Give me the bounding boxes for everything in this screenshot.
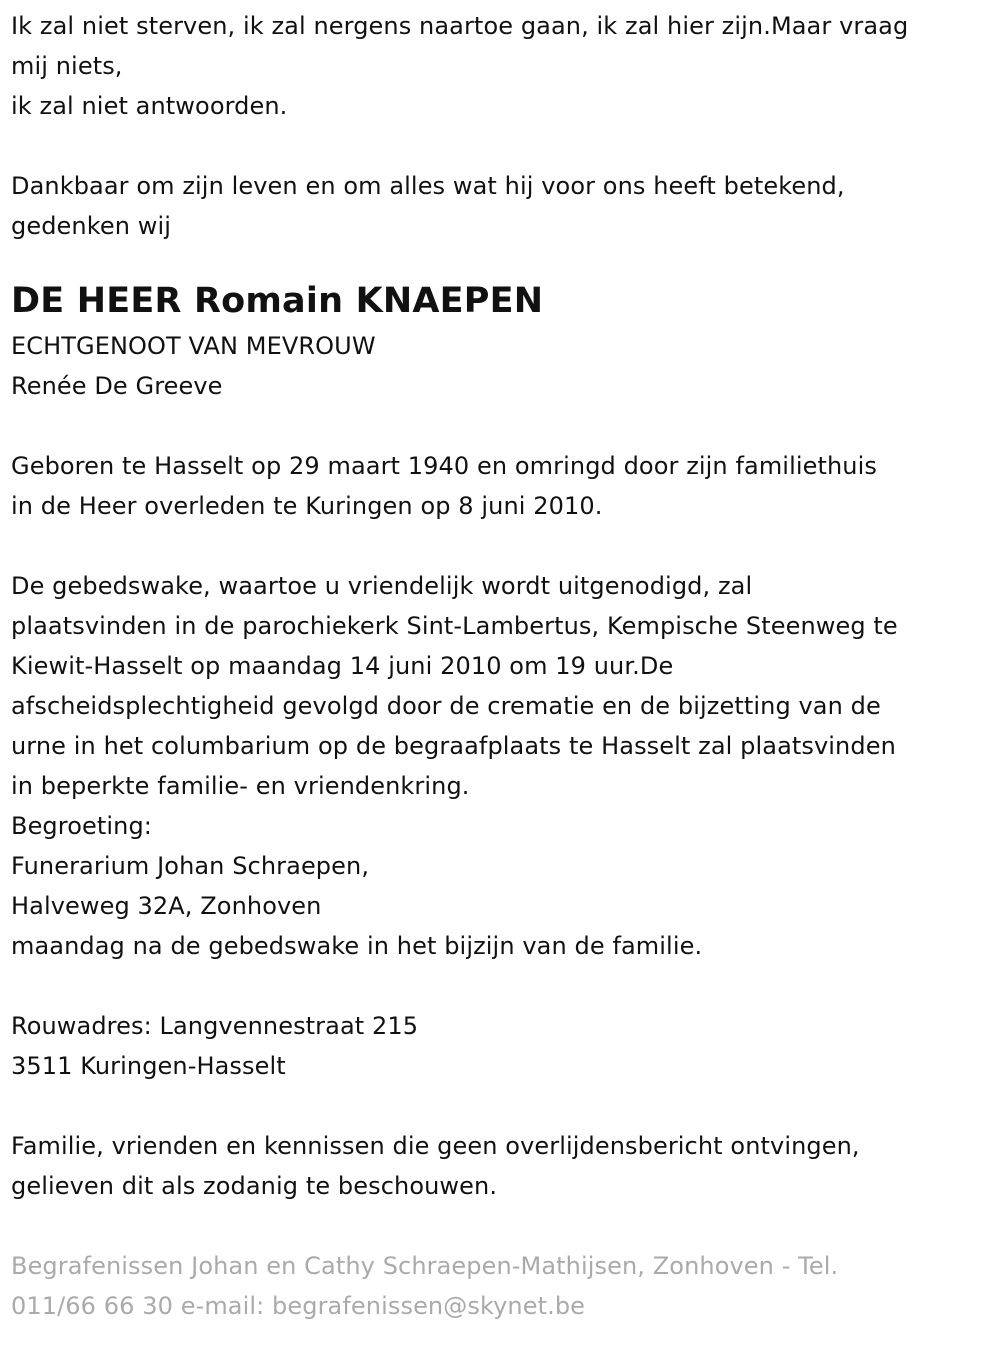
mourning-address-paragraph	[11, 1006, 990, 1086]
spacer	[11, 406, 990, 446]
relation-line: ECHTGENOOT VAN MEVROUW	[11, 332, 376, 360]
spacer	[11, 246, 990, 272]
birth-death-line: Geboren te Hasselt op 29 maart 1940 en omringd door zijn familiethuis	[11, 452, 877, 480]
ceremony-line: Kiewit-Hasselt op maandag 14 juni 2010 om 19 uur.De	[11, 652, 674, 680]
ceremony-paragraph	[11, 566, 990, 966]
mourning-address-line: 3511 Kuringen-Hasselt	[11, 1052, 286, 1080]
mourning-address-line: Rouwadres: Langvennestraat 215	[11, 1012, 419, 1040]
relation-paragraph	[11, 326, 990, 406]
intro-line: gedenken wij	[11, 212, 172, 240]
poem-line: ik zal niet antwoorden.	[11, 92, 288, 120]
birth-death-line: in de Heer overleden te Kuringen op 8 juni 2010.	[11, 492, 603, 520]
spacer	[11, 966, 990, 1006]
ceremony-line: plaatsvinden in de parochiekerk Sint-Lambertus, Kempische Steenweg te	[11, 612, 898, 640]
funeral-home-address: Halveweg 32A, Zonhoven	[11, 892, 322, 920]
spacer	[11, 526, 990, 566]
poem-line: mij niets,	[11, 52, 123, 80]
notice-line: gelieven dit als zodanig te beschouwen.	[11, 1172, 498, 1200]
poem-line: Ik zal niet sterven, ik zal nergens naartoe gaan, ik zal hier zijn.Maar vraag	[11, 12, 909, 40]
notice-paragraph	[11, 1126, 990, 1206]
footer-contact-line: 011/66 66 30 e-mail: begrafenissen@skynet.be	[11, 1292, 586, 1320]
spacer	[11, 1086, 990, 1126]
ceremony-line: afscheidsplechtigheid gevolgd door de crematie en de bijzetting van de	[11, 692, 881, 720]
greeting-time: maandag na de gebedswake in het bijzijn van de familie.	[11, 932, 703, 960]
footer-paragraph	[11, 1246, 990, 1326]
intro-line: Dankbaar om zijn leven en om alles wat hij voor ons heeft betekend,	[11, 172, 845, 200]
ceremony-line: urne in het columbarium op de begraafplaats te Hasselt zal plaatsvinden	[11, 732, 896, 760]
poem-paragraph	[11, 6, 990, 126]
birth-death-paragraph	[11, 446, 990, 526]
spacer	[11, 126, 990, 166]
deceased-name: DE HEER Romain KNAEPEN	[11, 281, 544, 321]
footer-line: Begrafenissen Johan en Cathy Schraepen-Mathijsen, Zonhoven - Tel.	[11, 1252, 839, 1280]
ceremony-line: in beperkte familie- en vriendenkring.	[11, 772, 470, 800]
greeting-label: Begroeting:	[11, 812, 152, 840]
funeral-home-name: Funerarium Johan Schraepen,	[11, 852, 370, 880]
intro-paragraph	[11, 166, 990, 246]
spouse-name: Renée De Greeve	[11, 372, 223, 400]
ceremony-line: De gebedswake, waartoe u vriendelijk wordt uitgenodigd, zal	[11, 572, 753, 600]
spacer	[11, 1206, 990, 1246]
notice-line: Familie, vrienden en kennissen die geen overlijdensbericht ontvingen,	[11, 1132, 860, 1160]
